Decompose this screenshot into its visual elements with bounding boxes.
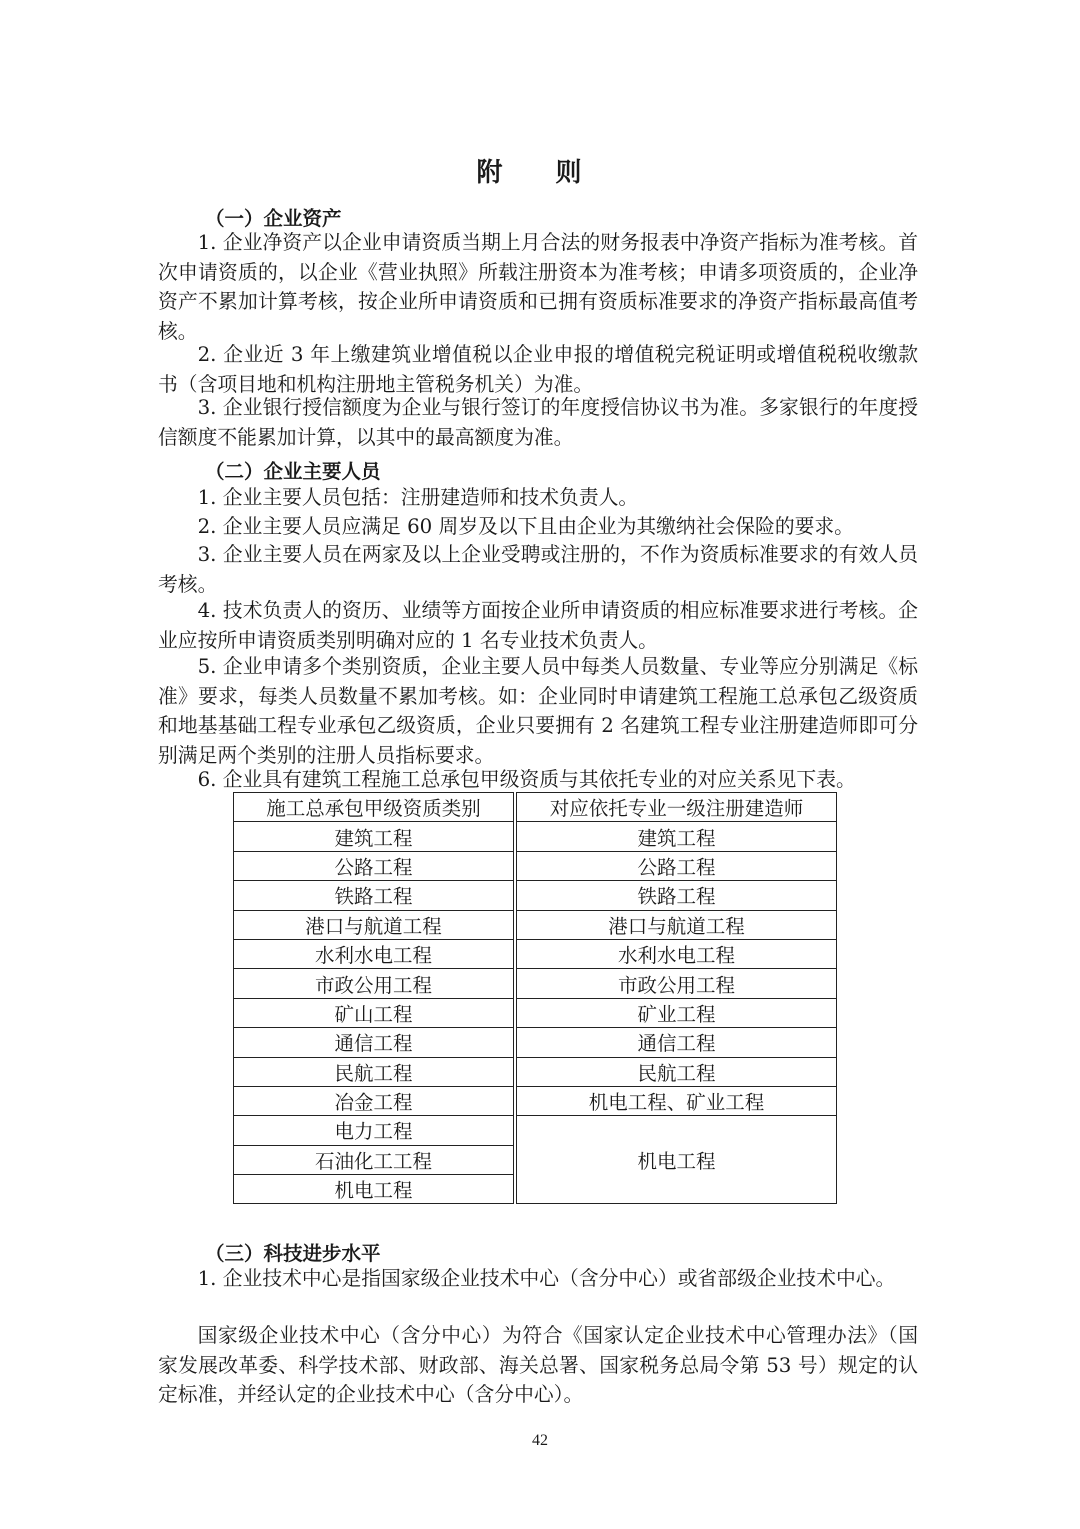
table-row xyxy=(234,822,837,851)
table-cell-qualification: 港口与航道工程 xyxy=(234,910,514,939)
table-cell-specialty: 公路工程 xyxy=(517,851,837,880)
table-header-cell: 对应依托专业一级注册建造师 xyxy=(517,793,837,822)
table-cell-specialty: 通信工程 xyxy=(517,1028,837,1057)
table-cell-specialty-merged: 机电工程 xyxy=(517,1116,837,1204)
table-cell-specialty: 铁路工程 xyxy=(517,881,837,910)
table-row xyxy=(234,1116,837,1145)
paragraph-tech-2: 国家级企业技术中心（含分中心）为符合《国家认定企业技术中心管理办法》（国家发展改革委、科学技术部、财政部、海关总署、国家税务总局令第 53 号）规定的认定标准，并经认定的企业技术中心（含分中心）。 xyxy=(158,1324,918,1406)
table-row xyxy=(234,969,837,998)
paragraph-assets-3: 3. 企业银行授信额度为企业与银行签订的年度授信协议书为准。多家银行的年度授信额度不能累加计算，以其中的最高额度为准。 xyxy=(158,396,918,449)
table-cell-qualification: 市政公用工程 xyxy=(234,969,514,998)
table-cell-qualification: 矿山工程 xyxy=(234,998,514,1027)
table-row xyxy=(234,1086,837,1115)
table-cell-qualification: 电力工程 xyxy=(234,1116,514,1145)
table-cell-specialty: 机电工程、矿业工程 xyxy=(517,1086,837,1115)
paragraph-assets-1: 1. 企业净资产以企业申请资质当期上月合法的财务报表中净资产指标为准考核。首次申请资质的，以企业《营业执照》所载注册资本为准考核；申请多项资质的，企业净资产不累加计算考核，按企业所申请资质和已拥有资质标准要求的净资产指标最高值考核。 xyxy=(158,231,918,343)
table-cell-specialty: 港口与航道工程 xyxy=(517,910,837,939)
paragraph-personnel-3: 3. 企业主要人员在两家及以上企业受聘或注册的，不作为资质标准要求的有效人员考核。 xyxy=(158,543,918,596)
table-cell-qualification: 建筑工程 xyxy=(234,822,514,851)
table-header-row xyxy=(234,793,837,822)
table-cell-specialty: 水利水电工程 xyxy=(517,939,837,968)
table-row xyxy=(234,1057,837,1086)
table-cell-qualification: 机电工程 xyxy=(234,1175,514,1204)
table-row xyxy=(234,851,837,880)
table-cell-qualification: 石油化工工程 xyxy=(234,1145,514,1174)
table-cell-specialty: 建筑工程 xyxy=(517,822,837,851)
table-cell-qualification: 冶金工程 xyxy=(234,1086,514,1115)
table-cell-qualification: 通信工程 xyxy=(234,1028,514,1057)
table-cell-qualification: 铁路工程 xyxy=(234,881,514,910)
qualification-table xyxy=(233,792,837,1204)
table-row xyxy=(234,939,837,968)
paragraph-personnel-4: 4. 技术负责人的资历、业绩等方面按企业所申请资质的相应标准要求进行考核。企业应按所申请资质类别明确对应的 1 名专业技术负责人。 xyxy=(158,599,918,652)
paragraph-personnel-5: 5. 企业申请多个类别资质，企业主要人员中每类人员数量、专业等应分别满足《标准》要求，每类人员数量不累加考核。如：企业同时申请建筑工程施工总承包乙级资质和地基基础工程专业承包乙级资质，企业只要拥有 2 名建筑工程专业注册建造师即可分别满足两个类别的注册人员指标要求。 xyxy=(158,655,918,767)
table-row xyxy=(234,1028,837,1057)
table-cell-qualification: 民航工程 xyxy=(234,1057,514,1086)
table-cell-qualification: 水利水电工程 xyxy=(234,939,514,968)
section-heading-tech: （三）科技进步水平 xyxy=(205,1242,381,1265)
section-heading-assets: （一）企业资产 xyxy=(205,207,342,230)
section-heading-personnel: （二）企业主要人员 xyxy=(205,460,381,483)
page-number: 42 xyxy=(532,1432,548,1449)
paragraph-tech-1: 1. 企业技术中心是指国家级企业技术中心（含分中心）或省部级企业技术中心。 xyxy=(197,1267,896,1290)
table-row xyxy=(234,881,837,910)
page-title: 附 则 xyxy=(476,158,604,188)
paragraph-assets-2: 2. 企业近 3 年上缴建筑业增值税以企业申报的增值税完税证明或增值税税收缴款书（含项目地和机构注册地主管税务机关）为准。 xyxy=(158,343,918,396)
table-cell-qualification: 公路工程 xyxy=(234,851,514,880)
table-cell-specialty: 市政公用工程 xyxy=(517,969,837,998)
paragraph-personnel-1: 1. 企业主要人员包括：注册建造师和技术负责人。 xyxy=(197,486,639,509)
table-cell-specialty: 民航工程 xyxy=(517,1057,837,1086)
table-row xyxy=(234,910,837,939)
table-header-cell: 施工总承包甲级资质类别 xyxy=(234,793,514,822)
table-cell-specialty: 矿业工程 xyxy=(517,998,837,1027)
paragraph-personnel-6: 6. 企业具有建筑工程施工总承包甲级资质与其依托专业的对应关系见下表。 xyxy=(197,768,856,791)
table-row xyxy=(234,998,837,1027)
paragraph-personnel-2: 2. 企业主要人员应满足 60 周岁及以下且由企业为其缴纳社会保险的要求。 xyxy=(197,515,854,538)
